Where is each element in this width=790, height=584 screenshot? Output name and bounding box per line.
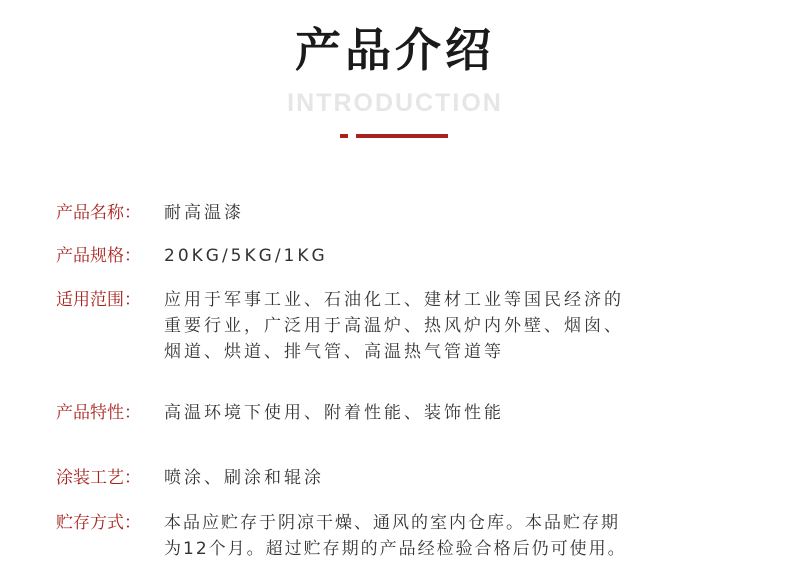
spec-value-line: 应用于军事工业、石油化工、建材工业等国民经济的: [164, 290, 624, 310]
spec-value-name: [164, 200, 724, 226]
spec-value-line: 耐高温漆: [164, 203, 244, 223]
spec-label-storage: 贮存方式：: [56, 513, 141, 533]
spec-value-line: 烟道、烘道、排气管、高温热气管道等: [164, 342, 504, 362]
spec-value-size: [164, 243, 724, 269]
spec-value-coating: [164, 465, 724, 491]
spec-value-line: 高温环境下使用、附着性能、装饰性能: [164, 403, 504, 423]
accent-divider: [356, 134, 448, 138]
page-title: 产品介绍: [295, 23, 495, 77]
spec-value-features: [164, 400, 724, 426]
spec-value-line: 20KG/5KG/1KG: [164, 246, 328, 266]
spec-label-size: 产品规格：: [56, 246, 141, 266]
spec-value-line: 喷涂、刷涂和辊涂: [164, 468, 324, 488]
spec-value-storage: [164, 510, 724, 562]
spec-label-name: 产品名称：: [56, 203, 141, 223]
spec-label-coating: 涂装工艺：: [56, 468, 141, 488]
page-subtitle: INTRODUCTION: [287, 89, 503, 117]
spec-value-line: 为12个月。超过贮存期的产品经检验合格后仍可使用。: [164, 539, 627, 559]
accent-dot: [340, 134, 348, 138]
spec-label-features: 产品特性：: [56, 403, 141, 423]
spec-label-scope: 适用范围：: [56, 290, 141, 310]
spec-value-line: 本品应贮存于阴凉干燥、通风的室内仓库。本品贮存期: [164, 513, 620, 533]
spec-value-scope: [164, 287, 724, 365]
spec-value-line: 重要行业，广泛用于高温炉、热风炉内外壁、烟囱、: [164, 316, 624, 336]
